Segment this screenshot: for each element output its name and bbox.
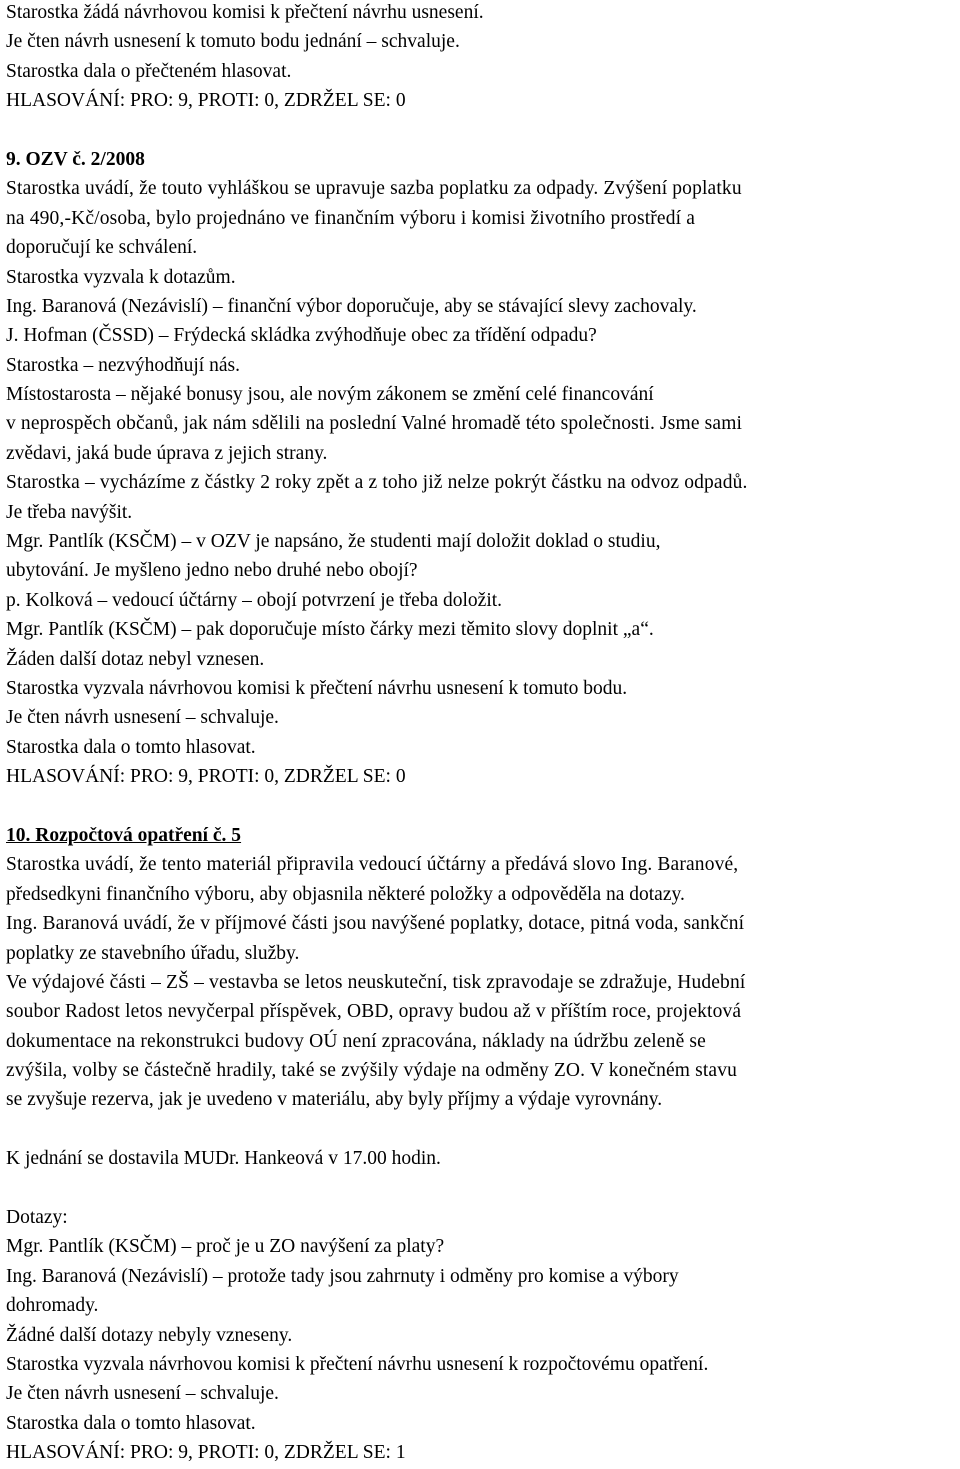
text-line: Starostka vyzvala návrhovou komisi k přečtení návrhu usnesení k tomuto bodu. — [6, 677, 628, 699]
vote-result-line: HLASOVÁNÍ: PRO: 9, PROTI: 0, ZDRŽEL SE: 1 — [6, 1442, 406, 1464]
text-line: Mgr. Pantlík (KSČM) – v OZV je napsáno, že studenti mají doložit doklad o studiu, — [6, 531, 661, 553]
blank-line — [6, 116, 956, 145]
text-line: p. Kolková – vedoucí účtárny – obojí potvrzení je třeba doložit. — [6, 589, 503, 611]
text-line: Ve výdajové části – ZŠ – vestavba se letos neuskuteční, tisk zpravodaje se zdražuje, Hudební — [6, 971, 746, 993]
text-line: Starostka žádá návrhovou komisi k přečtení návrhu usnesení. — [6, 2, 484, 23]
text-line: Starostka vyzvala návrhovou komisi k přečtení návrhu usnesení k rozpočtovému opatření. — [6, 1353, 709, 1375]
section-9-ozv — [6, 145, 956, 792]
vote-result-line: HLASOVÁNÍ: PRO: 9, PROTI: 0, ZDRŽEL SE: 0 — [6, 90, 406, 112]
text-line: Ing. Baranová (Nezávislí) – finanční výbor doporučuje, aby se stávající slevy zachovaly. — [6, 295, 697, 317]
text-line: zvýšila, volby se částečně hradily, také se zvýšily výdaje na odměny ZO. V konečném stavu — [6, 1060, 738, 1082]
text-line: v neprospěch občanů, jak nám sdělili na poslední Valné hromadě této společnosti. Jsme sami — [6, 413, 743, 435]
section-10-budget — [6, 821, 956, 1115]
text-line: zvědavi, jaká bude úprava z jejich strany. — [6, 442, 328, 464]
text-line: Starostka dala o přečteném hlasovat. — [6, 60, 292, 82]
blank-line — [6, 1115, 956, 1144]
text-line: Starostka – vycházíme z částky 2 roky zpět a z toho již nelze pokrýt částku na odvoz odpadů. — [6, 472, 748, 494]
text-line: J. Hofman (ČSSD) – Frýdecká skládka zvýhodňuje obec za třídění odpadu? — [6, 325, 597, 347]
text-line: Žádné další dotazy nebyly vzneseny. — [6, 1324, 293, 1346]
questions-label: Dotazy: — [6, 1207, 68, 1229]
text-line: Ing. Baranová (Nezávislí) – protože tady jsou zahrnuty i odměny pro komise a výbory — [6, 1265, 679, 1287]
text-line: Místostarosta – nějaké bonusy jsou, ale novým zákonem se změní celé financování — [6, 384, 654, 406]
text-line: Starostka uvádí, že tento materiál připravila vedoucí účtárny a předává slovo Ing. Baranové, — [6, 854, 739, 876]
section-heading-9: 9. OZV č. 2/2008 — [6, 148, 145, 170]
text-line: soubor Radost letos nevyčerpal příspěvek, OBD, opravy budou až v příštím roce, projektová — [6, 1001, 742, 1023]
text-line: Starostka vyzvala k dotazům. — [6, 266, 236, 288]
text-line: předsedkyni finančního výboru, aby objasnila některé položky a odpověděla na dotazy. — [6, 883, 685, 905]
text-line: doporučují ke schválení. — [6, 237, 198, 259]
blank-line — [6, 792, 956, 821]
text-line: Je třeba navýšit. — [6, 501, 133, 523]
arrival-note: K jednání se dostavila MUDr. Hankeová v 17.00 hodin. — [6, 1148, 441, 1170]
text-line: Starostka dala o tomto hlasovat. — [6, 736, 256, 758]
text-line: dohromady. — [6, 1295, 99, 1317]
text-line: na 490,-Kč/osoba, bylo projednáno ve finančním výboru i komisi životního prostředí a — [6, 207, 696, 229]
text-line: se zvyšuje rezerva, jak je uvedeno v materiálu, aby byly příjmy a výdaje vyrovnány. — [6, 1089, 663, 1111]
text-line: Je čten návrh usnesení – schvaluje. — [6, 1383, 279, 1405]
text-line: Starostka dala o tomto hlasovat. — [6, 1412, 256, 1434]
text-line: Žáden další dotaz nebyl vznesen. — [6, 648, 265, 670]
vote-result-line: HLASOVÁNÍ: PRO: 9, PROTI: 0, ZDRŽEL SE: 0 — [6, 766, 406, 788]
text-line: Mgr. Pantlík (KSČM) – pak doporučuje místo čárky mezi těmito slovy doplnit „a“. — [6, 619, 654, 641]
text-line: Ing. Baranová uvádí, že v příjmové části jsou navýšené poplatky, dotace, pitná voda, sankční — [6, 913, 745, 935]
blank-line — [6, 1174, 956, 1203]
text-line: poplatky ze stavebního úřadu, služby. — [6, 942, 300, 964]
text-line: Mgr. Pantlík (KSČM) – proč je u ZO navýšení za platy? — [6, 1236, 445, 1258]
text-line: ubytování. Je myšleno jedno nebo druhé nebo obojí? — [6, 560, 418, 582]
text-line: Starostka uvádí, že touto vyhláškou se upravuje sazba poplatku za odpady. Zvýšení poplatku — [6, 178, 742, 200]
section-heading-10: 10. Rozpočtová opatření č. 5 — [6, 824, 242, 846]
text-line: Starostka – nezvýhodňují nás. — [6, 354, 240, 376]
section-questions — [6, 1203, 956, 1468]
text-line: Je čten návrh usnesení k tomuto bodu jednání – schvaluje. — [6, 31, 460, 53]
text-line: Je čten návrh usnesení – schvaluje. — [6, 707, 279, 729]
section-previous-vote — [6, 0, 956, 116]
text-line: dokumentace na rekonstrukci budovy OÚ není zpracována, náklady na údržbu zeleně se — [6, 1030, 706, 1052]
